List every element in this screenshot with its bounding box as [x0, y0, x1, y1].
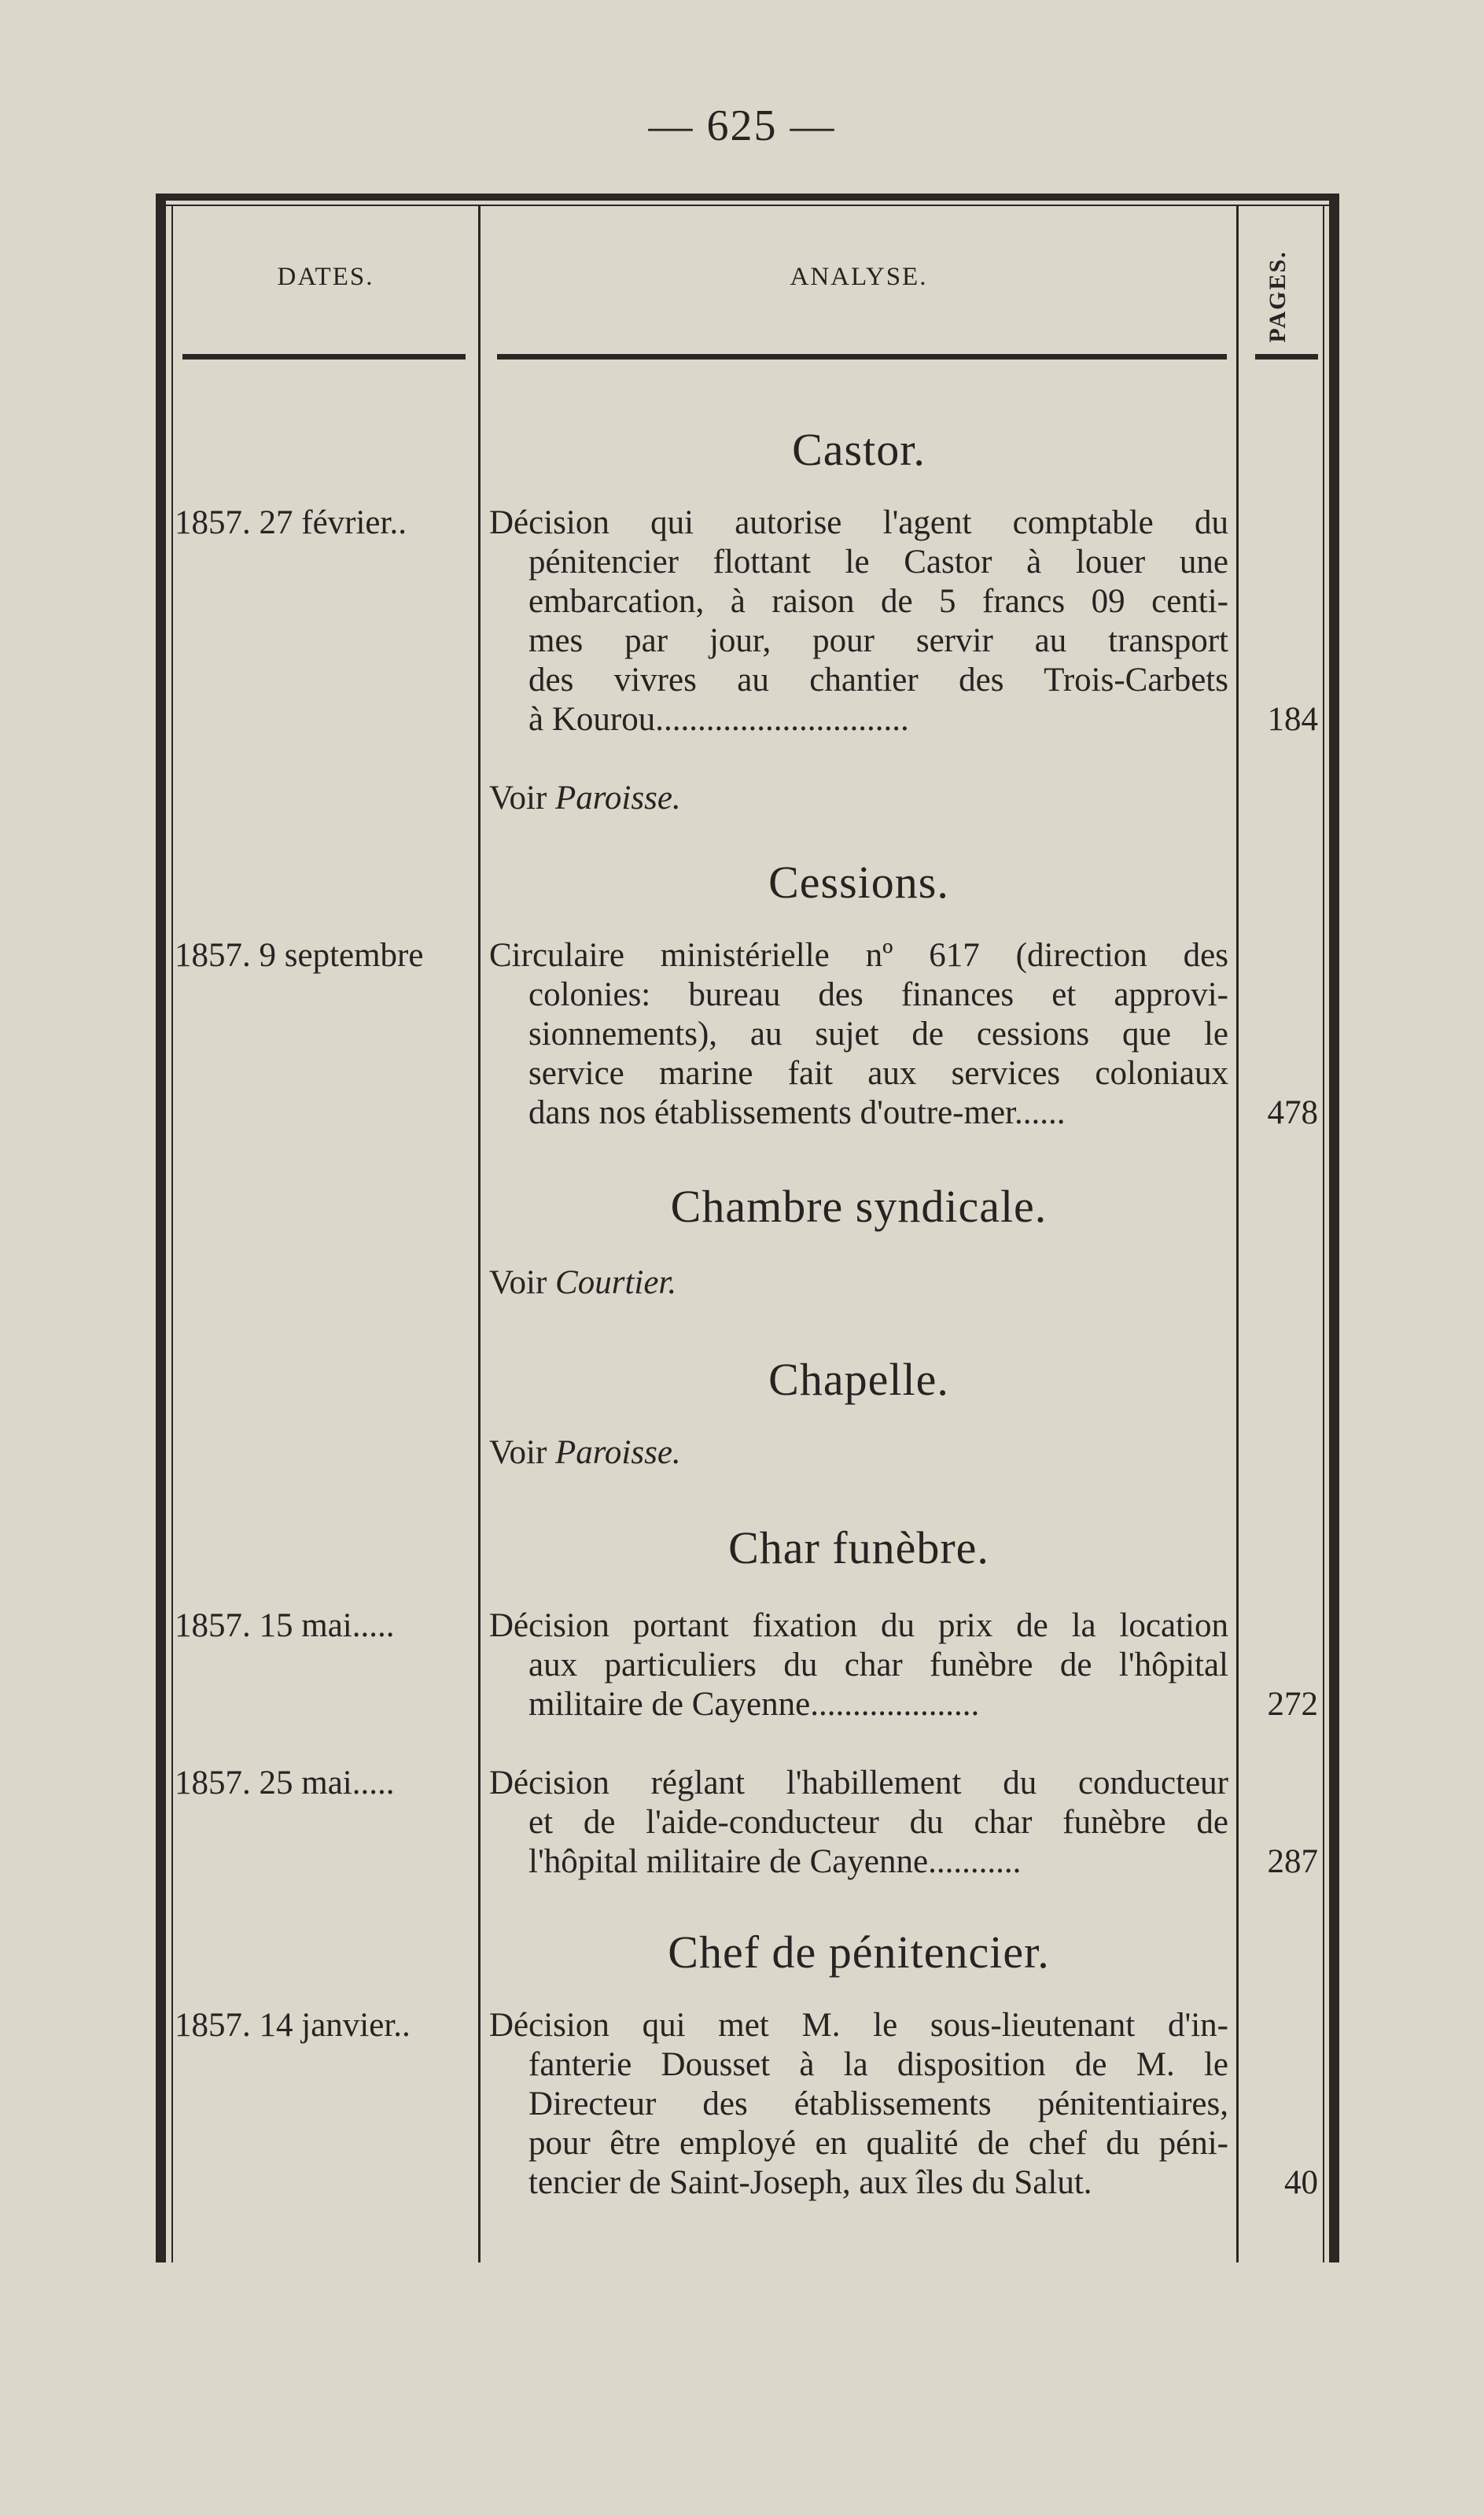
page-reference: 272 — [1267, 1686, 1318, 1723]
entry-line: pour être employé en qualité de chef du péni- — [528, 2125, 1228, 2162]
column-divider-pages — [1236, 206, 1239, 2262]
entry-line: à Kourou.............................. — [528, 701, 909, 738]
section-title-chapelle: Chapelle. — [768, 1354, 949, 1405]
section-title-chef-de-penitencier: Chef de pénitencier. — [668, 1927, 1050, 1978]
entry-line: Directeur des établissements pénitentiaires, — [528, 2085, 1228, 2122]
entry-text — [489, 1764, 1228, 1882]
entry-text — [489, 1606, 1228, 1724]
entry-line: militaire de Cayenne.................... — [528, 1686, 980, 1723]
entry-line: colonies: bureau des finances et approvi- — [528, 976, 1228, 1013]
entry-line: Décision portant fixation du prix de la location — [489, 1607, 1228, 1644]
section-title-chambre-syndicale: Chambre syndicale. — [670, 1181, 1048, 1232]
header-pages: PAGES. — [1265, 250, 1291, 343]
entry-line: et de l'aide-conducteur du char funèbre de — [528, 1804, 1228, 1841]
table-frame-left-inner — [171, 206, 173, 2262]
voir-target: Courtier. — [555, 1264, 677, 1301]
entry-date: 1857. 25 mai..... — [175, 1765, 395, 1801]
header-analyse: ANALYSE. — [790, 263, 928, 291]
cross-reference — [489, 1433, 681, 1472]
entry-text — [489, 2006, 1228, 2203]
header-rule-analyse — [497, 354, 1227, 360]
table-frame-top-inner — [156, 205, 1339, 206]
voir-target: Paroisse. — [555, 1434, 681, 1471]
entry-text — [489, 503, 1228, 739]
entry-line: dans nos établissements d'outre-mer...... — [528, 1094, 1066, 1131]
voir-target: Paroisse. — [555, 780, 681, 817]
header-rule-dates — [182, 354, 466, 360]
entry-line: mes par jour, pour servir au transport — [528, 622, 1228, 659]
header-rule-pages — [1255, 354, 1318, 360]
entry-line: Décision réglant l'habillement du conducteur — [489, 1765, 1228, 1801]
entry-line: aux particuliers du char funèbre de l'hôpital — [528, 1647, 1228, 1683]
table-frame-top — [156, 194, 1339, 201]
entry-line: pénitencier flottant le Castor à louer une — [528, 544, 1228, 581]
entry-date: 1857. 14 janvier.. — [175, 2007, 411, 2044]
entry-line: Décision qui met M. le sous-lieutenant d'in- — [489, 2007, 1228, 2044]
entry-line: fanterie Dousset à la disposition de M. le — [528, 2046, 1228, 2083]
page-reference: 40 — [1284, 2164, 1318, 2201]
cross-reference — [489, 779, 681, 817]
page-reference: 184 — [1267, 701, 1318, 738]
table-frame-left — [156, 194, 166, 2262]
section-title-cessions: Cessions. — [768, 857, 949, 908]
page-number: — 625 — — [648, 101, 836, 150]
entry-date: 1857. 15 mai..... — [175, 1607, 395, 1644]
voir-label: Voir — [489, 1264, 547, 1301]
header-dates: DATES. — [277, 263, 374, 291]
table-frame-right — [1329, 194, 1339, 2262]
entry-line: l'hôpital militaire de Cayenne........... — [528, 1843, 1022, 1880]
entry-text — [489, 936, 1228, 1133]
cross-reference — [489, 1263, 676, 1302]
entry-line: sionnements), au sujet de cessions que le — [528, 1016, 1228, 1053]
entry-line: Décision qui autorise l'agent comptable du — [489, 504, 1228, 541]
column-divider-dates — [478, 206, 481, 2262]
entry-date: 1857. 27 février.. — [175, 504, 407, 541]
table-frame-right-inner — [1323, 206, 1324, 2262]
section-title-char-funebre: Char funèbre. — [728, 1522, 989, 1573]
entry-line: des vivres au chantier des Trois-Carbets — [528, 662, 1228, 699]
voir-label: Voir — [489, 780, 547, 817]
entry-line: tencier de Saint-Joseph, aux îles du Salut. — [528, 2164, 1092, 2201]
entry-line: service marine fait aux services coloniaux — [528, 1055, 1228, 1092]
page-reference: 478 — [1267, 1094, 1318, 1131]
section-title-castor: Castor. — [792, 424, 926, 475]
page-reference: 287 — [1267, 1843, 1318, 1880]
entry-line: Circulaire ministérielle nº 617 (direction des — [489, 937, 1228, 974]
entry-line: embarcation, à raison de 5 francs 09 centi- — [528, 583, 1228, 620]
entry-date: 1857. 9 septembre — [175, 937, 424, 974]
voir-label: Voir — [489, 1434, 547, 1471]
